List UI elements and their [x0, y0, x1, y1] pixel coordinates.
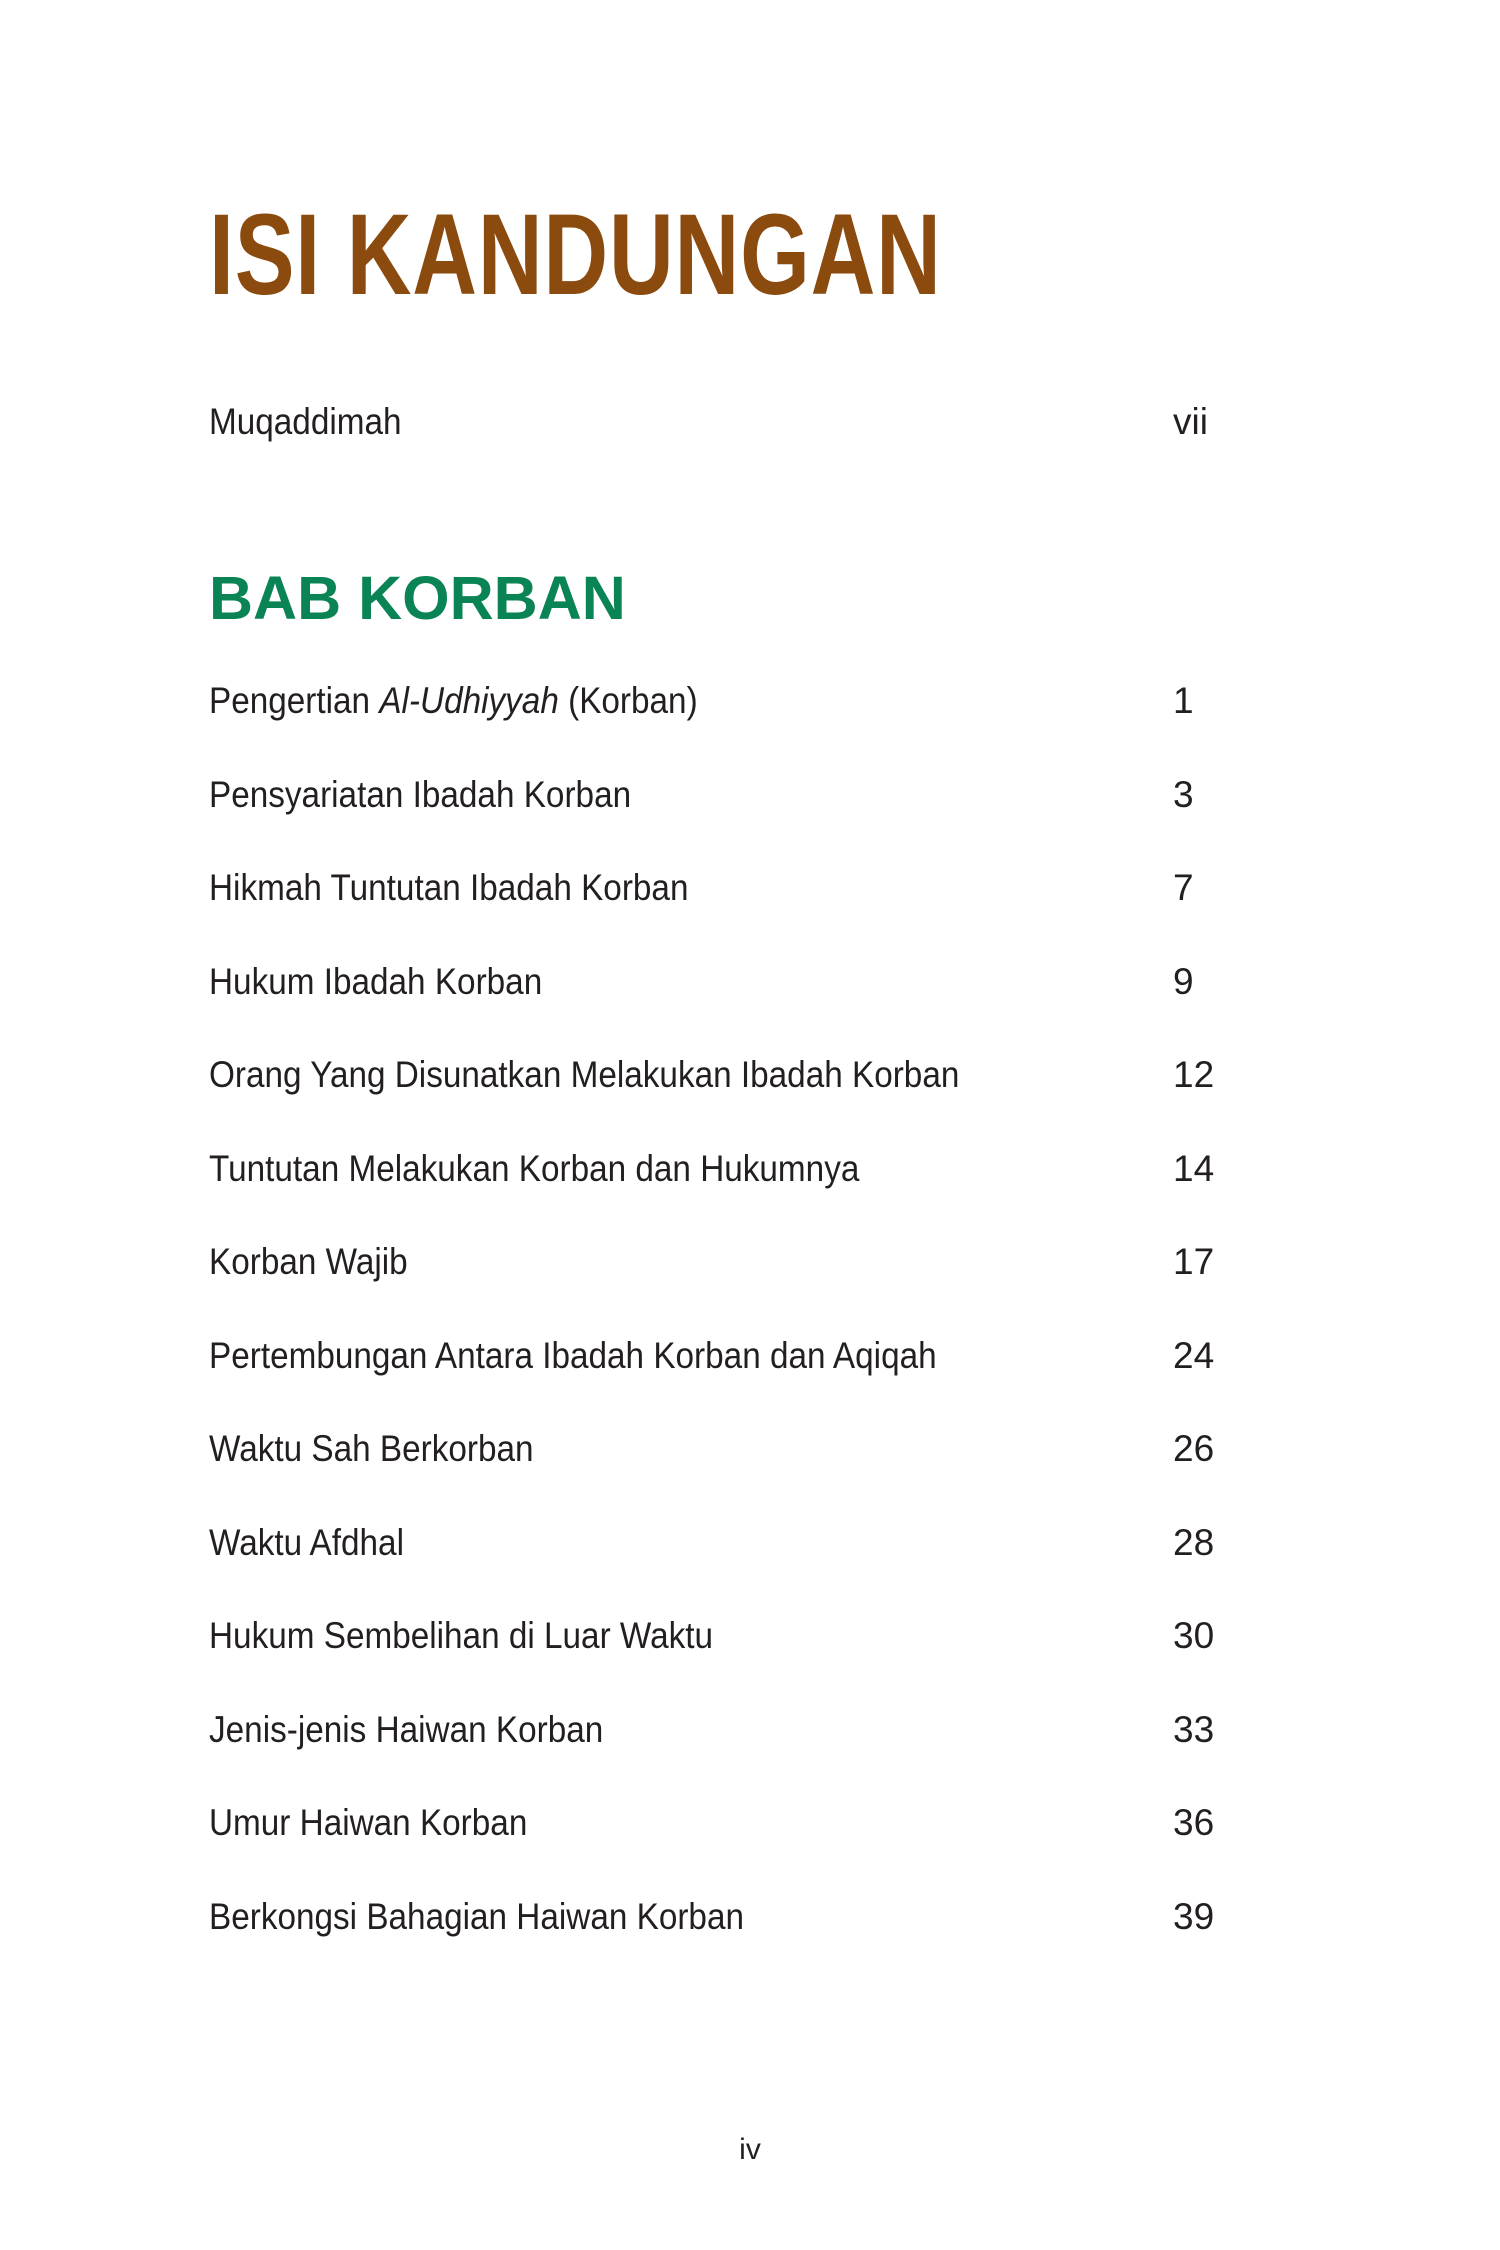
toc-entry[interactable]	[209, 1326, 1219, 1386]
toc-entry[interactable]	[209, 765, 1219, 825]
toc-entry-page: 3	[1173, 774, 1194, 815]
toc-entry-label: Korban Wajib	[209, 1241, 408, 1282]
toc-entry-label: Jenis-jenis Haiwan Korban	[209, 1709, 604, 1750]
toc-entry-label: Hukum Ibadah Korban	[209, 961, 543, 1002]
toc-entry-label: Hukum Sembelihan di Luar Waktu	[209, 1615, 714, 1656]
toc-entry[interactable]	[209, 1139, 1219, 1199]
toc-entry-label: Hikmah Tuntutan Ibadah Korban	[209, 867, 689, 908]
toc-entry-label: Pensyariatan Ibadah Korban	[209, 774, 632, 815]
toc-entry[interactable]	[209, 952, 1219, 1012]
toc-entry-page: 7	[1173, 867, 1194, 908]
toc-entry-page: 9	[1173, 961, 1194, 1002]
toc-entry-page: 1	[1173, 680, 1194, 721]
toc-entry-label: Tuntutan Melakukan Korban dan Hukumnya	[209, 1148, 860, 1189]
toc-entry[interactable]	[209, 1606, 1219, 1666]
toc-entry-label: Pengertian Al-Udhiyyah (Korban)	[209, 680, 698, 721]
toc-entry-label: Pertembungan Antara Ibadah Korban dan Aqiqah	[209, 1335, 937, 1376]
toc-entry[interactable]	[209, 1419, 1219, 1479]
toc-entry[interactable]	[209, 671, 1219, 731]
toc-entry-page: 17	[1173, 1241, 1215, 1282]
page-number: iv	[739, 2133, 761, 2166]
page-title: ISI KANDUNGAN	[209, 191, 942, 319]
toc-entry-label: Waktu Sah Berkorban	[209, 1428, 534, 1469]
toc-entry-muqaddimah[interactable]	[209, 392, 1219, 452]
toc-entry-page: 36	[1173, 1802, 1215, 1843]
toc-entry-label: Berkongsi Bahagian Haiwan Korban	[209, 1896, 745, 1937]
toc-entry-page: 39	[1173, 1896, 1215, 1937]
toc-entry[interactable]	[209, 858, 1219, 918]
toc-entry-label: Waktu Afdhal	[209, 1522, 404, 1563]
toc-entry-page: 24	[1173, 1335, 1215, 1376]
toc-entry-label: Muqaddimah	[209, 401, 402, 442]
toc-entry-page: 28	[1173, 1522, 1215, 1563]
toc-entry[interactable]	[209, 1887, 1219, 1947]
toc-entry[interactable]	[209, 1513, 1219, 1573]
toc-entry-page: vii	[1173, 401, 1208, 442]
toc-entry[interactable]	[209, 1045, 1219, 1105]
toc-entry-page: 12	[1173, 1054, 1215, 1095]
toc-entry-page: 30	[1173, 1615, 1215, 1656]
toc-entry[interactable]	[209, 1700, 1219, 1760]
toc-entry-label: Umur Haiwan Korban	[209, 1802, 528, 1843]
toc-entry-page: 26	[1173, 1428, 1215, 1469]
toc-entry-label: Orang Yang Disunatkan Melakukan Ibadah Korban	[209, 1054, 960, 1095]
toc-entry[interactable]	[209, 1232, 1219, 1292]
section-heading: BAB KORBAN	[209, 564, 626, 632]
toc-entry-page: 14	[1173, 1148, 1215, 1189]
toc-entry[interactable]	[209, 1793, 1219, 1853]
toc-entry-page: 33	[1173, 1709, 1215, 1750]
